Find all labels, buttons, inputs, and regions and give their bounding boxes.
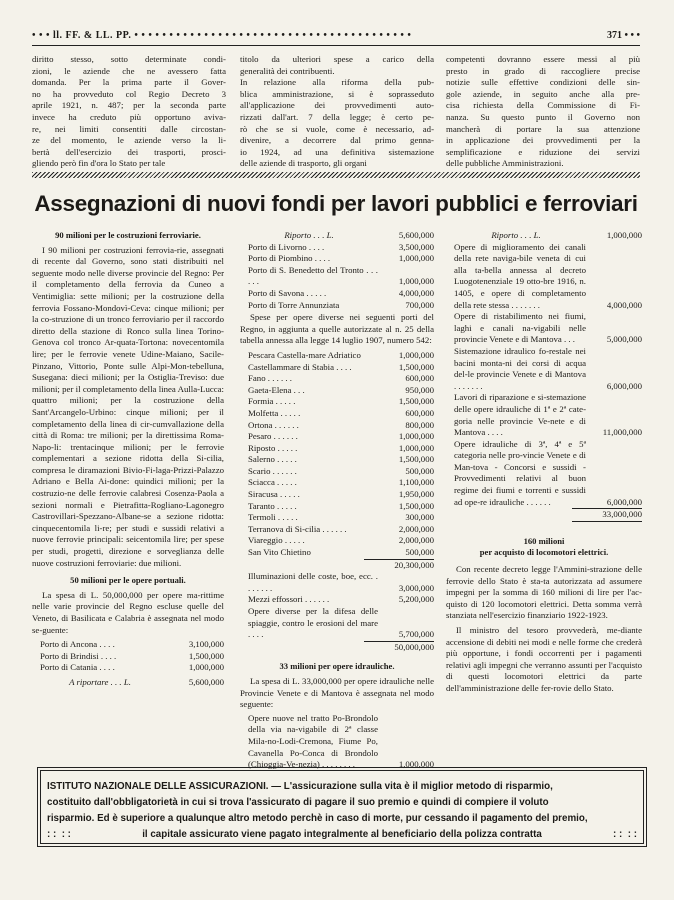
port-row (240, 443, 434, 455)
continued-text-col3 (446, 54, 640, 170)
advert-line-4-row (47, 827, 637, 843)
riporto-label: Riporto . . . L. (491, 230, 541, 240)
item-name: Porto di Torre Annunziata (248, 299, 340, 310)
total-value: 33,000,000 (572, 509, 642, 522)
expense-row (446, 392, 642, 438)
text-line: gliendo però fin d'ora lo Stato per tale (32, 158, 166, 169)
item-value: 6,000,000 (606, 496, 642, 507)
item-value: 1,950,000 (398, 489, 434, 500)
item-value: 1,100,000 (398, 477, 434, 488)
hydraulic-body: La spesa di L. 33,000,000 per opere idrauliche nelle Provincie Venete e di Mantova è assegnata nel modo seguente: (240, 675, 434, 710)
item-name: Opere idrauliche di 3ª, 4ª e 5ª categoria nelle pro-vincie Venete e di Man-tova - Concorsi e sussidi - Provvedimenti relativi al buon regime dei fiumi e torrenti e sussidi ad ope-re idrauliche . . . . . . (454, 438, 586, 507)
heading-locomotives-2: per acquisto di locomotori elettrici. (479, 547, 609, 558)
item-name: Opere nuove nel tratto Po-Brondolo della via na-vigabile di 2ª classe Mila-no-Lodi-Cremona, Fiume Po, Cavanella Po-Conca di Brondolo (Chioggia-Ve-nezia) . . . . . . . . (248, 712, 378, 770)
riporto-value: 1,000,000 (606, 230, 642, 240)
item-value: 3,500,000 (398, 241, 434, 252)
port-row (240, 288, 434, 300)
item-name: Sciacca . . . . . (248, 477, 297, 488)
port-row (240, 431, 434, 443)
item-name: Viareggio . . . . . (248, 535, 305, 546)
port-row (32, 639, 224, 651)
expense-row (446, 311, 642, 346)
port-row (240, 253, 434, 265)
item-value: 500,000 (405, 547, 434, 558)
continued-text-col1 (32, 54, 226, 170)
text-line: rò che se si vuole, come è necessario, ad- (240, 123, 434, 134)
minor-ports-body: Spese per opere diverse nei seguenti porti del Regno, in aggiunta a quelle autorizzate al n. 25 della tabella annessa alla legge 14 luglio 1907, numero 542: (240, 312, 434, 346)
port-row (32, 651, 224, 663)
magazine-page (26, 0, 646, 900)
item-name: Porto di Catania . . . . (40, 662, 115, 673)
item-value: 6,000,000 (606, 380, 642, 391)
expense-row (446, 439, 642, 509)
item-name: Taranto . . . . . (248, 500, 297, 511)
port-row (240, 396, 434, 408)
port-row (32, 662, 224, 674)
port-row (240, 265, 434, 288)
advert-line-4: il capitale assicurato viene pagato integralmente al beneficiario della polizza contratta (142, 829, 542, 840)
item-value: 800,000 (405, 419, 434, 430)
text-line: bertà dell'esercizio dei trasporti, prosci- (32, 146, 226, 157)
item-name: Ortona . . . . . . (248, 419, 299, 430)
riporto-label: Riporto . . . L. (284, 230, 334, 240)
item-value: 5,000,000 (606, 334, 642, 345)
text-line: aprile 1921, n. 487; per la seconda parte (32, 100, 226, 111)
item-name: Terranova di Si-cilia . . . . . . (248, 523, 347, 534)
item-value: 300,000 (405, 512, 434, 523)
expense-row (240, 571, 434, 594)
port-row (240, 501, 434, 513)
port-row (240, 300, 434, 312)
port-row (240, 408, 434, 420)
text-line: io 1924, ad una definitiva sistemazione (240, 146, 434, 157)
advert-line-2: costituito dall'obbligatorietà in cui si trova l'assicurato di pagare il suo premio e quindi di compiere il voluto (47, 797, 549, 808)
expense-row (240, 606, 434, 641)
item-name: Pesaro . . . . . . (248, 431, 298, 442)
article-column-1 (32, 230, 224, 689)
ports-table-2 (240, 242, 434, 312)
item-value: 1,500,000 (398, 454, 434, 465)
text-line: zioni, le aziende che ne avessero fatta (32, 65, 226, 76)
text-line: semplificazione e riduzione dei servizi (446, 146, 640, 157)
heading-hydraulic: 33 milioni per opere idrauliche. (279, 661, 395, 672)
ports-table-1 (32, 639, 224, 674)
heading-railways: 90 milioni per le costruzioni ferroviarie. (55, 230, 201, 240)
text-line: invece ha creduto più opportuno aviva- (32, 111, 226, 122)
riporto-row (240, 230, 434, 242)
text-line: nanza. Su questo punto il Governo non (446, 111, 640, 122)
item-name: Illuminazioni delle coste, boe, ecc. . . . . . . . (248, 571, 378, 593)
riporto-value: 5,600,000 (398, 230, 434, 240)
page-number: 371 • • • (606, 30, 640, 41)
port-row (240, 373, 434, 385)
item-name: San Vito Chietino (248, 547, 311, 558)
expense-row (446, 242, 642, 312)
item-name: Formia . . . . . (248, 396, 296, 407)
advert-dots-left: : : : : (47, 829, 71, 840)
port-row (240, 512, 434, 524)
item-name: Porto di Livorno . . . . (248, 241, 325, 252)
header-rule (32, 45, 640, 46)
item-value: 500,000 (405, 465, 434, 476)
total-value: 50,000,000 (364, 641, 434, 653)
locomotives-body-2: Il ministro del tesoro provvederà, me-diante accensione di debiti nei modi e nelle forme che crederà più opportune, i fondi occorrenti per i pagamenti relativi agli impegni che verranno assunti per l'acquisto di questi locomotori elettrici da parte dell'amministrazione delle fer-rovie dello Stato. (446, 625, 642, 693)
text-line: divenire, a decorrere dal primo genna- (240, 135, 434, 146)
port-row (240, 350, 434, 362)
text-line: competenti dovranno essere messi al più (446, 54, 640, 64)
text-line: In relazione alla riforma della pub- (240, 77, 434, 88)
item-name: Molfetta . . . . . (248, 407, 301, 418)
locomotives-body: Con recente decreto legge l'Ammini-strazione delle ferrovie dello Stato è sta-ta autorizzata ad assumere impegni per la somma di 160 milioni di lire per l'ac-quisto di 120 locomotori elettrici. Detta somma verrà stanziata nell'esercizio finanziario 1922-1923. (446, 564, 642, 621)
text-line: diritto stesso, sotto determinate condi- (32, 54, 226, 64)
riporto-label: A riportare . . . L. (69, 676, 131, 687)
hydraulic-items-table (446, 242, 642, 509)
item-name: Salerno . . . . . (248, 454, 297, 465)
item-name: Porto di Piombino . . . . (248, 253, 331, 264)
item-name: Termoli . . . . . (248, 512, 298, 523)
item-value: 1,000,000 (398, 431, 434, 442)
text-line: domanda. Per la prima parte il Gover- (32, 77, 226, 88)
item-name: Castellammare di Stabia . . . . (248, 361, 352, 372)
item-value: 600,000 (405, 373, 434, 384)
item-value: 2,000,000 (398, 523, 434, 534)
item-value: 11,000,000 (602, 427, 642, 438)
item-name: Mezzi effossori . . . . . . (248, 594, 330, 605)
hydraulic-first-item (240, 713, 434, 771)
item-name: Pescara Castella-mare Adriatico (248, 349, 361, 360)
minor-ports-table (240, 350, 434, 559)
item-value: 5,700,000 (398, 629, 434, 640)
ports-body: La spesa di L. 50,000,000 per opere ma-rittime nelle varie provincie del Regno escluse quelle del Veneto, di Basilicata e Calabria è assegnata nel modo se-guente: (32, 589, 224, 635)
heading-locomotives-1: 160 milioni (523, 535, 565, 546)
item-value: 1,000,000 (398, 442, 434, 453)
text-line: titolo da ulteriori spese a carico della (240, 54, 434, 64)
item-name: Lavori di riparazione e si-stemazione delle opere idrauliche di 1ª e 2ª cate-goria nelle provincie Ve-nete e di Mantova . . . . (454, 392, 586, 438)
advert-dots-right: : : : : (613, 829, 637, 840)
item-value: 1,000,000 (398, 759, 434, 770)
port-row (240, 454, 434, 466)
continued-text-col2 (240, 54, 434, 170)
subtotal-row (240, 559, 434, 572)
riporto-value: 5,600,000 (188, 676, 224, 687)
text-line: delle pubbliche Amministrazioni. (446, 158, 564, 169)
port-row (240, 477, 434, 489)
item-value: 1,000,000 (398, 349, 434, 360)
text-line: presto in grado di raccogliere precise (446, 65, 640, 76)
riporto-row (32, 677, 224, 689)
text-line: blica amministrazione, si è soprasseduto (240, 88, 434, 99)
total-row (240, 641, 434, 654)
item-value: 1,000,000 (398, 276, 434, 287)
item-name: Riposto . . . . . (248, 442, 298, 453)
item-value: 1,500,000 (398, 500, 434, 511)
port-row (240, 535, 434, 547)
port-row (240, 362, 434, 374)
advert-line-3: risparmio. Ed è superiore a qualunque altro metodo perchè in caso di morte, pur cessando il pagamento del premio, (47, 813, 588, 824)
port-row (240, 385, 434, 397)
article-title: Assegnazioni di nuovi fondi per lavori pubblici e ferroviari (34, 191, 638, 216)
item-name: Fano . . . . . . (248, 373, 292, 384)
advert-line-1: ISTITUTO NAZIONALE DELLE ASSICURAZIONI. — L'assicurazione sulla vita è il miglior metodo di risparmio, (47, 781, 553, 792)
item-value: 3,100,000 (188, 639, 224, 650)
item-value: 1,500,000 (398, 396, 434, 407)
item-value: 1,000,000 (188, 662, 224, 673)
running-header (32, 30, 640, 44)
item-value: 1,500,000 (398, 361, 434, 372)
item-name: Siracusa . . . . . (248, 489, 300, 500)
item-name: Sistemazione idraulico fo-restale nei bacini monta-ni dei corsi di acqua del-le provincie Venete e di Mantova . . . . . . . (454, 345, 586, 391)
item-name: Scario . . . . . . (248, 465, 297, 476)
item-name: Opere diverse per la difesa delle spiaggie, contro le erosioni del mare . . . . (248, 606, 378, 640)
total-row (446, 508, 642, 522)
item-value: 1,500,000 (188, 650, 224, 661)
item-value: 4,000,000 (606, 299, 642, 310)
insurance-advert (40, 770, 644, 844)
railways-body: I 90 milioni per costruzioni ferrovia-rie, assegnati di recente dal Governo, sono stati distribuiti nel seguente modo nelle diverse provincie del Regno: Per il completamento della ferrovia da Cuneo a Ventimiglia: sette milioni; per la costruzione della ferrovia Fossano-Mondovì-Ceva: cinque milioni; per la co-struzione di un tronco ferroviario per il raccordo diretto della stazione di Ronco sulla linea Torino-Genova col tronco Ar-quata-Tortona: novecentomila lire; per le ferrovie venete Udine-Maiano, Sacile-Pinzano, Vittorio, Ponte sulle Alpi-Mon-tebelluna, Susegana: dieci milioni; per la Ostiglia-Treviso: due milioni; per il completamento della linea Aulla-Lucca: quattro milioni; per la costruzione della Sant'Arcangelo-Urbino: cinque milioni; per il completamento della linea di cir-cumvallazione della città di Roma: tre milioni; per la direttissima Roma-Napo-li: trentacinque milioni; per le ferrovie complementari a sezione ridotta della Si-cilia, compresa le diramazioni Bivio-Fi-laga-Prizzi-Palazzo Adriano e Bella Ai-done: quindici milioni; per la costruzio-ne delle ferrovie calabresi Cosenza-Paola a sezioni normali e Pietrafitta-Rogliano-Lagonegro Castrovillari-Spezzano-Albane-se a sezione ridotta: cinquecentomila li-re; per studi e sussidi relativi a nuove ferrovie principali: seicentomila lire; per spese per studi, progetti, direzione e sorveglianza delle nuove costruzioni ferroviarie: due milioni. (32, 244, 224, 568)
text-line: generalità dei contribuenti. (240, 65, 335, 76)
text-line: ze del momento, le aziende verso la li- (32, 135, 226, 146)
advert-text (47, 779, 637, 843)
port-row (240, 466, 434, 478)
item-name: Opere di miglioramento dei canali della rete naviga-bile veneta di cui alla ta-bella annessa al decreto Luogotenenziale 19 otto-bre 1916, n. 1405, e opere di completamento della rete stessa . . . . . . . (454, 241, 586, 310)
port-row (240, 489, 434, 501)
article-column-3 (446, 230, 642, 695)
expense-row (446, 346, 642, 392)
text-line: cisa richiesta della Commissione di Fi- (446, 100, 640, 111)
text-line: no ha provveduto col Regio Decreto 3 (32, 88, 226, 99)
item-value: 2,000,000 (398, 535, 434, 546)
extras-table (240, 571, 434, 641)
text-line: all'applicazione dei provvedimenti auto- (240, 100, 434, 111)
item-name: Porto di Savona . . . . . (248, 287, 327, 298)
item-name: Gaeta-Elena . . . (248, 384, 305, 395)
item-name: Porto di S. Benedetto del Tronto . . . . . . (248, 264, 378, 287)
article-column-2 (240, 230, 434, 771)
item-value: 5,200,000 (398, 594, 434, 605)
heading-ports: 50 milioni per le opere portuali. (70, 575, 186, 586)
subtotal-value: 20,300,000 (364, 559, 434, 571)
item-value: 950,000 (405, 384, 434, 395)
section-divider (32, 172, 640, 178)
running-header-title: • • • ll. FF. & LL. PP. • • • • • • • • • • • • • • • • • • • • • • • • • • • • • • • • • • • • • • • • (32, 30, 412, 41)
text-line: re, nei limiti consentiti dalle circostan- (32, 123, 226, 134)
text-line: delle aziende di trasporto, gli organi (240, 158, 367, 169)
item-value: 600,000 (405, 407, 434, 418)
item-value: 1,000,000 (398, 253, 434, 264)
port-row (240, 242, 434, 254)
item-name: Porto di Brindisi . . . . (40, 650, 117, 661)
port-row (240, 547, 434, 559)
text-line: notizie sulle effettive condizioni delle sin- (446, 77, 640, 88)
port-row (240, 420, 434, 432)
item-name: Opere di ristabilimento nei fiumi, laghi e canali na-vigabili nelle provincie Venete e di Mantova . . . (454, 311, 586, 345)
text-line: rizzati dall'art. 7 della legge; è certo pe- (240, 111, 434, 122)
text-line: mancherà di portare la sua attenzione (446, 123, 640, 134)
item-value: 3,000,000 (398, 582, 434, 593)
expense-row (240, 594, 434, 606)
port-row (240, 524, 434, 536)
text-line: in applicazione dei provvedimenti per la (446, 135, 640, 146)
riporto-row (446, 230, 642, 242)
text-line: gole aziende, in seguito anche alla pre- (446, 88, 640, 99)
item-value: 700,000 (405, 299, 434, 310)
item-value: 4,000,000 (398, 287, 434, 298)
item-name: Porto di Ancona . . . . (40, 639, 115, 650)
